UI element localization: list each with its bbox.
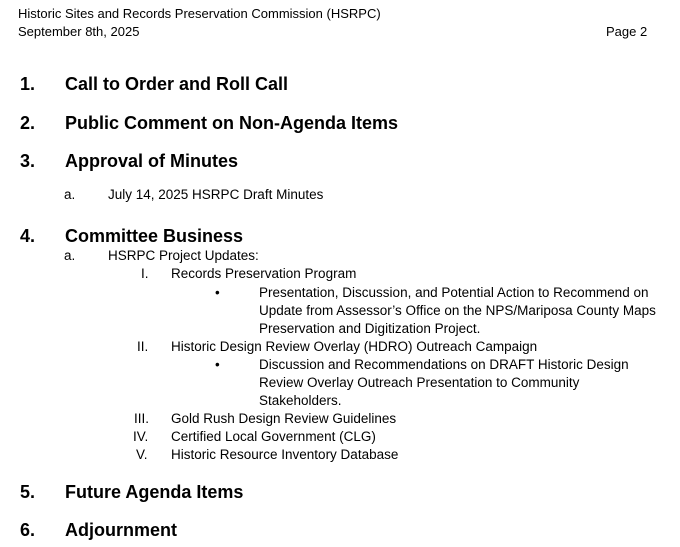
- roman-v: V.: [136, 447, 148, 462]
- item-1-title: Call to Order and Roll Call: [65, 74, 289, 94]
- item-2-title: Public Comment on Non-Agenda Items: [65, 113, 399, 133]
- bullet-ii-line-1: Discussion and Recommendations on DRAFT Historic Design: [259, 357, 629, 372]
- bullet-i-line-2: Update from Assessor’s Office on the NPS/Mariposa County Maps: [259, 303, 656, 318]
- roman-iii-text: Gold Rush Design Review Guidelines: [171, 411, 397, 426]
- roman-ii-text: Historic Design Review Overlay (HDRO) Outreach Campaign: [171, 339, 538, 354]
- bullet-ii-line-2: Review Overlay Outreach Presentation to Community: [259, 375, 580, 390]
- roman-iv-text: Certified Local Government (CLG): [171, 429, 376, 444]
- item-5-title: Future Agenda Items: [65, 482, 244, 502]
- roman-iv: IV.: [133, 429, 149, 444]
- roman-ii: II.: [137, 339, 149, 354]
- item-5-number: 5.: [20, 482, 36, 502]
- meeting-date: September 8th, 2025: [18, 24, 140, 39]
- org-name: Historic Sites and Records Preservation Commission (HSRPC): [18, 6, 381, 21]
- bullet-icon: •: [215, 357, 220, 372]
- roman-v-text: Historic Resource Inventory Database: [171, 447, 399, 462]
- item-6-number: 6.: [20, 520, 36, 540]
- item-4-number: 4.: [20, 226, 36, 246]
- item-4-title: Committee Business: [65, 226, 244, 246]
- item-4a-text: HSRPC Project Updates:: [108, 248, 259, 263]
- item-2-number: 2.: [20, 113, 36, 133]
- item-3-number: 3.: [20, 151, 36, 171]
- item-1-number: 1.: [20, 74, 36, 94]
- item-4a-letter: a.: [64, 248, 76, 263]
- roman-i-text: Records Preservation Program: [171, 266, 357, 281]
- bullet-i-line-3: Preservation and Digitization Project.: [259, 321, 481, 336]
- page-number: Page 2: [606, 24, 648, 39]
- bullet-ii-line-3: Stakeholders.: [259, 393, 342, 408]
- item-6-title: Adjournment: [65, 520, 177, 540]
- roman-i: I.: [141, 266, 149, 281]
- roman-iii: III.: [134, 411, 150, 426]
- bullet-i-line-1: Presentation, Discussion, and Potential Action to Recommend on: [259, 285, 649, 300]
- item-3-title: Approval of Minutes: [65, 151, 239, 171]
- bullet-icon: •: [215, 285, 220, 300]
- item-3a-letter: a.: [64, 187, 76, 202]
- item-3a-text: July 14, 2025 HSRPC Draft Minutes: [108, 187, 324, 202]
